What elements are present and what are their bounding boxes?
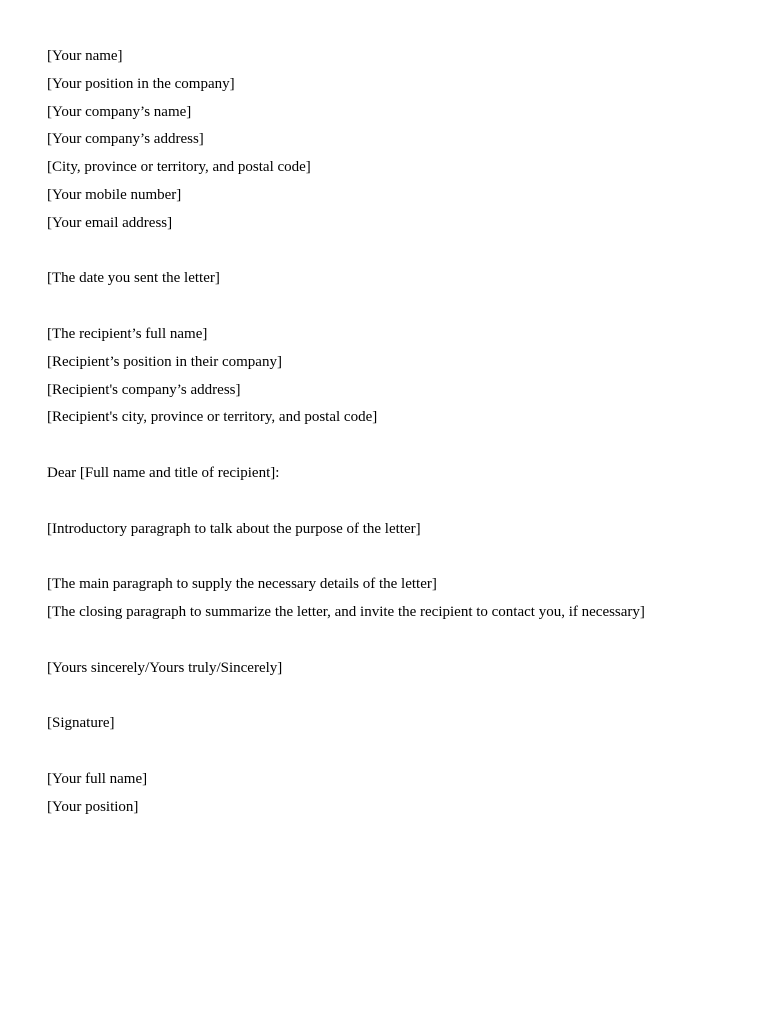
- signature-placeholder: [Signature]: [47, 715, 115, 732]
- footer-full-name: [Your full name]: [47, 770, 148, 787]
- spacer: [47, 432, 737, 460]
- sender-company-address: [Your company’s address]: [47, 131, 204, 148]
- recipient-city-line: [Recipient's city, province or territory, and postal code]: [47, 409, 378, 426]
- recipient-block: [47, 321, 737, 432]
- valediction: [Yours sincerely/Yours truly/Sincerely]: [47, 659, 283, 676]
- intro-paragraph: [Introductory paragraph to talk about the purpose of the letter]: [47, 520, 421, 537]
- closing-paragraph: [The closing paragraph to summarize the letter, and invite the recipient to contact you, if necessary]: [47, 603, 645, 620]
- recipient-full-name: [The recipient’s full name]: [47, 325, 208, 342]
- spacer: [47, 682, 737, 710]
- sender-position: [Your position in the company]: [47, 75, 235, 92]
- letter-date: [The date you sent the letter]: [47, 270, 220, 287]
- recipient-position: [Recipient’s position in their company]: [47, 353, 282, 370]
- letter-template: [47, 43, 737, 821]
- spacer: [47, 738, 737, 766]
- spacer: [47, 627, 737, 655]
- spacer: [47, 488, 737, 516]
- sender-city-line: [City, province or territory, and postal code]: [47, 159, 311, 176]
- recipient-company-address: [Recipient's company’s address]: [47, 381, 241, 398]
- spacer: [47, 543, 737, 571]
- closing-block: [47, 766, 737, 822]
- sender-company-name: [Your company’s name]: [47, 103, 192, 120]
- salutation: Dear [Full name and title of recipient]:: [47, 464, 280, 481]
- sender-name: [Your name]: [47, 48, 123, 64]
- sender-mobile: [Your mobile number]: [47, 186, 182, 203]
- sender-block: [47, 43, 737, 238]
- spacer: [47, 238, 737, 266]
- sender-email: [Your email address]: [47, 214, 173, 231]
- main-paragraph: [The main paragraph to supply the necessary details of the letter]: [47, 576, 437, 593]
- footer-position: [Your position]: [47, 798, 139, 815]
- spacer: [47, 293, 737, 321]
